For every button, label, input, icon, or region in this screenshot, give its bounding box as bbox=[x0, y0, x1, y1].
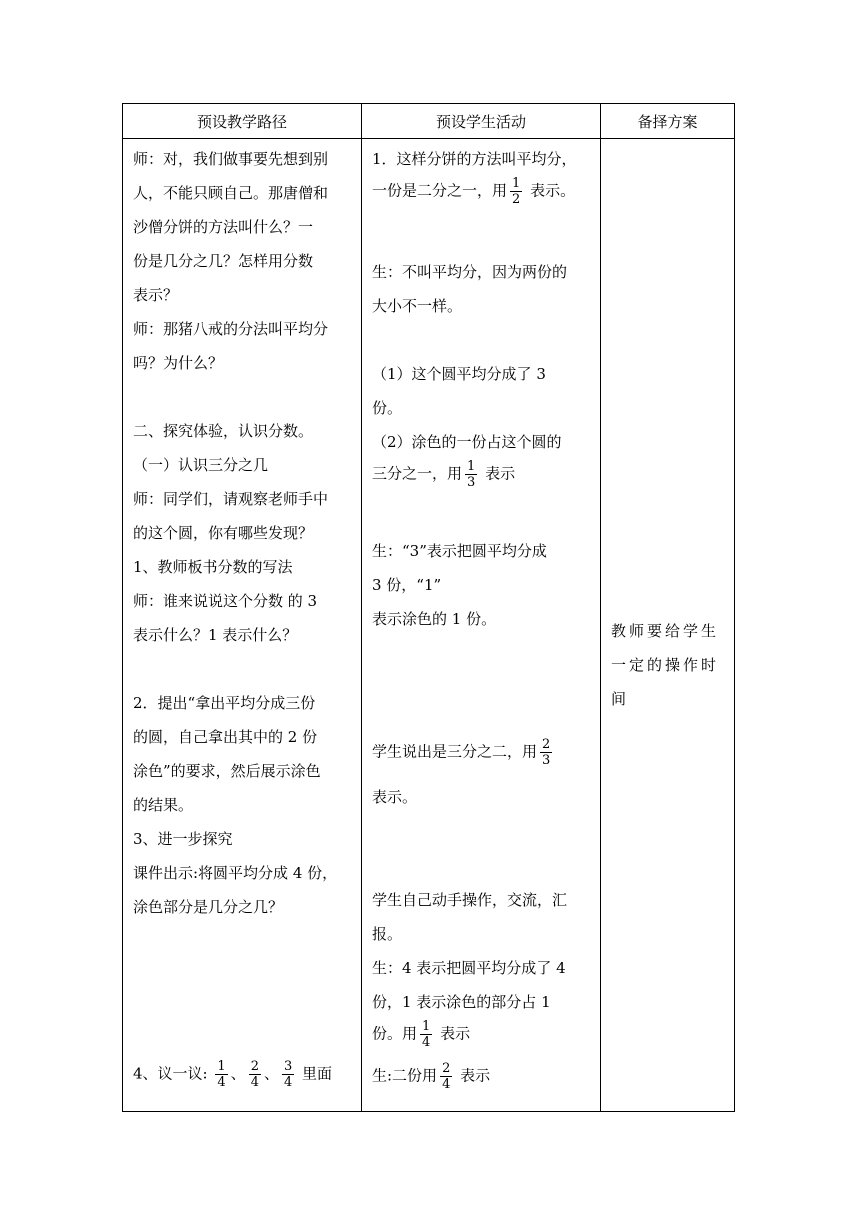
text-segment: 生:二份用 bbox=[372, 1066, 438, 1085]
fraction-one-third bbox=[465, 459, 477, 490]
fraction-two-thirds bbox=[540, 737, 552, 768]
fraction-numerator: 2 bbox=[442, 1061, 451, 1076]
fraction-two-quarters-student bbox=[440, 1061, 452, 1092]
text-line: 份。 bbox=[372, 399, 403, 417]
fraction-denominator: 4 bbox=[217, 1075, 226, 1090]
text-line: 师：对，我们做事要先想到别 bbox=[133, 150, 329, 168]
discussion-line bbox=[133, 1059, 355, 1090]
fraction-two-quarters bbox=[249, 1059, 261, 1090]
text-line: 课件出示:将圆平均分成 4 份， bbox=[133, 864, 338, 882]
text-line: 的这个圆，你有哪些发现？ bbox=[133, 524, 314, 542]
text-line: 1．这样分饼的方法叫平均分， bbox=[372, 150, 577, 168]
text-line: 表示？ bbox=[133, 286, 179, 304]
text-line: 学生自己动手操作，交流，汇 bbox=[372, 891, 568, 909]
header-teaching-path: 预设教学路径 bbox=[123, 104, 362, 139]
table-body-row bbox=[123, 139, 735, 1112]
fraction-three-quarters bbox=[282, 1059, 294, 1090]
fraction-one-quarter-student bbox=[420, 1019, 432, 1050]
text-line: 吗？为什么？ bbox=[133, 354, 224, 372]
text-segment: 表示 bbox=[460, 1066, 491, 1085]
text-segment: 里面 bbox=[302, 1064, 333, 1083]
fraction-numerator: 1 bbox=[217, 1059, 226, 1074]
text-line: 的圆，自己拿出其中的 2 份 bbox=[133, 728, 318, 746]
teaching-path-cell bbox=[123, 139, 362, 1112]
text-line-with-fraction bbox=[372, 1019, 594, 1050]
text-line: 沙僧分饼的方法叫什么？一 bbox=[133, 218, 314, 236]
text-line: 人，不能只顾自己。那唐僧和 bbox=[133, 184, 329, 202]
text-segment: 学生说出是三分之二，用 bbox=[372, 742, 538, 761]
text-line: 生：不叫平均分，因为两份的 bbox=[372, 263, 568, 281]
text-line: 大小不一样。 bbox=[372, 297, 463, 315]
text-line: 一定的操作时 bbox=[611, 656, 720, 674]
text-segment: 4、议一议: bbox=[133, 1064, 208, 1083]
fraction-numerator: 2 bbox=[542, 737, 551, 752]
text-line: 份是几分之几？怎样用分数 bbox=[133, 252, 314, 270]
text-segment: 、 bbox=[263, 1064, 279, 1083]
header-student-activity: 预设学生活动 bbox=[362, 104, 601, 139]
fraction-denominator: 4 bbox=[250, 1075, 259, 1090]
text-line: 报。 bbox=[372, 925, 403, 943]
subsection-heading: （一）认识三分之几 bbox=[133, 456, 269, 474]
text-line-with-fraction bbox=[372, 176, 594, 207]
text-line: 教师要给学生 bbox=[611, 622, 720, 640]
text-line: 师：同学们，请观察老师手中 bbox=[133, 490, 329, 508]
text-line: 表示涂色的 1 份。 bbox=[372, 610, 497, 628]
text-segment: 表示 bbox=[440, 1024, 471, 1043]
text-line: 师：谁来说说这个分数 的 3 bbox=[133, 592, 318, 610]
header-alternative-plan: 备择方案 bbox=[601, 104, 735, 139]
fraction-denominator: 4 bbox=[442, 1077, 451, 1092]
table-header-row bbox=[123, 104, 735, 139]
fraction-numerator: 1 bbox=[467, 459, 476, 474]
fraction-one-half bbox=[510, 176, 522, 207]
text-line: 3 份，“1” bbox=[372, 576, 442, 594]
text-line: 份，1 表示涂色的部分占 1 bbox=[372, 993, 551, 1011]
text-line: 间 bbox=[611, 690, 627, 708]
text-line: 1、教师板书分数的写法 bbox=[133, 558, 293, 576]
fraction-denominator: 4 bbox=[283, 1075, 293, 1090]
text-line: （1）这个圆平均分成了 3 bbox=[372, 365, 546, 383]
text-line: 3、进一步探究 bbox=[133, 830, 233, 848]
fraction-denominator: 3 bbox=[467, 475, 476, 490]
text-line: 2．提出“拿出平均分成三份 bbox=[133, 694, 316, 712]
fraction-numerator: 2 bbox=[250, 1059, 259, 1074]
text-line: 的结果。 bbox=[133, 796, 194, 814]
text-segment: 份。用 bbox=[372, 1024, 418, 1043]
text-line: 生：4 表示把圆平均分成了 4 bbox=[372, 959, 566, 977]
text-line-with-fraction bbox=[372, 737, 594, 768]
text-segment: 三分之一，用 bbox=[372, 464, 463, 483]
text-line: 表示什么？1 表示什么？ bbox=[133, 626, 298, 644]
text-segment: 表示。 bbox=[530, 181, 576, 200]
fraction-numerator: 1 bbox=[512, 176, 521, 191]
fraction-one-quarter bbox=[215, 1059, 227, 1090]
fraction-denominator: 4 bbox=[422, 1035, 431, 1050]
fraction-denominator: 2 bbox=[512, 192, 521, 207]
text-segment: 一份是二分之一，用 bbox=[372, 181, 508, 200]
student-activity-cell bbox=[362, 139, 601, 1112]
lesson-plan-table bbox=[122, 103, 735, 1112]
fraction-numerator: 3 bbox=[283, 1059, 293, 1074]
text-segment: 、 bbox=[230, 1064, 246, 1083]
text-segment: 表示 bbox=[485, 464, 516, 483]
text-line: 师：那猪八戒的分法叫平均分 bbox=[133, 320, 329, 338]
text-line-with-fraction bbox=[372, 459, 594, 490]
text-line: （2）涂色的一份占这个圆的 bbox=[372, 433, 562, 451]
text-line: 涂色”的要求，然后展示涂色 bbox=[133, 762, 321, 780]
text-line: 涂色部分是几分之几？ bbox=[133, 898, 284, 916]
text-line-with-fraction bbox=[372, 1061, 594, 1092]
text-line: 生：“3”表示把圆平均分成 bbox=[372, 542, 547, 560]
fraction-numerator: 1 bbox=[422, 1019, 431, 1034]
fraction-denominator: 3 bbox=[542, 753, 551, 768]
text-line: 表示。 bbox=[372, 788, 418, 806]
alternative-plan-cell bbox=[601, 139, 735, 1112]
section-heading: 二、探究体验，认识分数。 bbox=[133, 422, 314, 440]
